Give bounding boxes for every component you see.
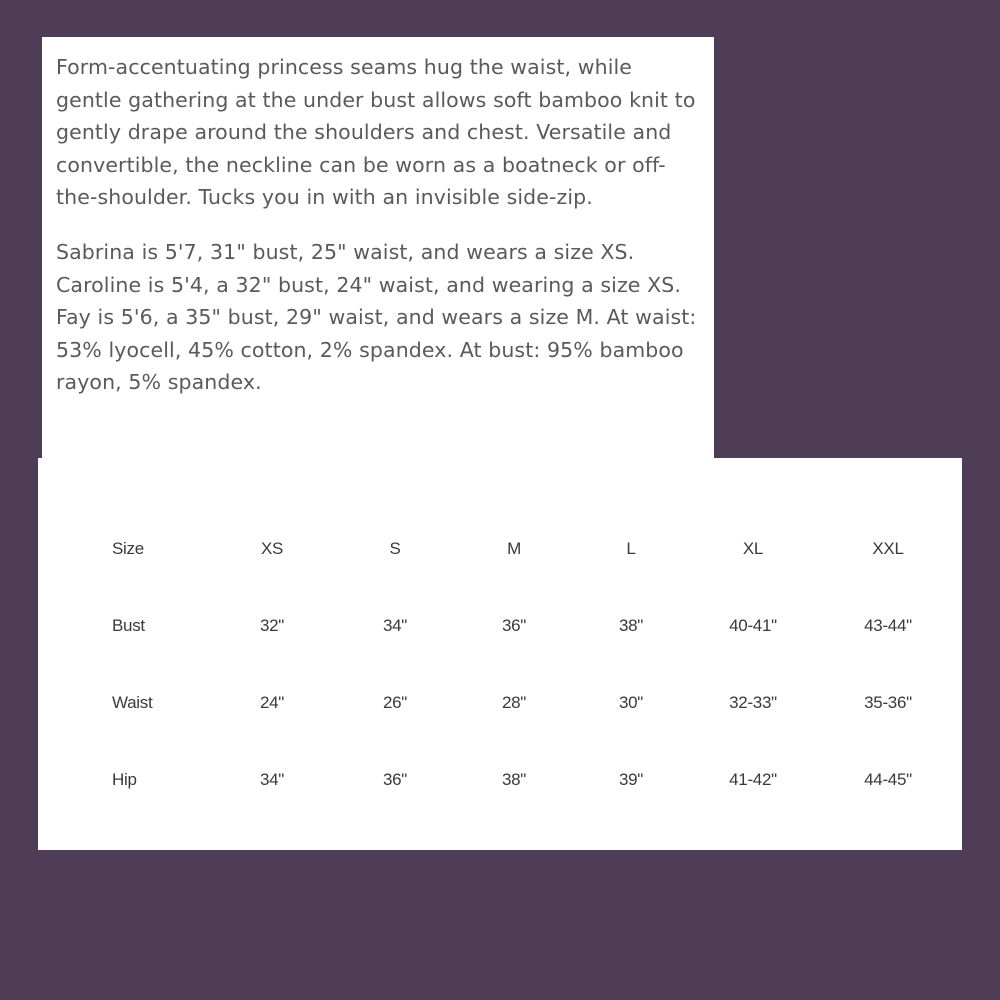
size-column-header: XS bbox=[260, 539, 284, 558]
table-cell: 36" bbox=[382, 770, 408, 789]
size-header-label: Size bbox=[112, 539, 144, 558]
table-cell: 34" bbox=[259, 770, 285, 789]
size-column-header: XL bbox=[742, 539, 764, 558]
size-column-header: S bbox=[389, 539, 401, 558]
description-paragraph: Form-accentuating princess seams hug the waist, while gentle gathering at the under bust allows soft bamboo knit to gently drape around the shoulders and chest. Versatile and convertible, the neckline can be worn as a boatneck or off-the-shoulder. Tucks you in with an invisible side-zip. bbox=[56, 55, 696, 210]
table-cell: 32" bbox=[259, 616, 285, 635]
table-cell: 40-41" bbox=[729, 616, 777, 635]
model-and-fabric-paragraph: Sabrina is 5'7, 31" bust, 25" waist, and wears a size XS. Caroline is 5'4, a 32" bust, 24" waist, and wearing a size XS. Fay is 5'6, a 35" bust, 29" waist, and wears a size M. At waist: 53% lyocell, 45% cotton, 2% spandex. At bust: 95% bamboo rayon, 5% spandex. bbox=[56, 239, 697, 395]
size-chart-table bbox=[38, 458, 962, 850]
size-column-header: L bbox=[626, 539, 636, 558]
table-cell: 28" bbox=[501, 693, 527, 712]
table-cell: 41-42" bbox=[729, 770, 777, 789]
table-cell: 26" bbox=[382, 693, 408, 712]
table-cell: 32-33" bbox=[729, 693, 777, 712]
table-cell: 30" bbox=[618, 693, 644, 712]
size-column-header: XXL bbox=[872, 539, 904, 558]
table-cell: 39" bbox=[618, 770, 644, 789]
row-label-bust: Bust bbox=[112, 616, 145, 635]
table-cell: 38" bbox=[618, 616, 644, 635]
table-cell: 44-45" bbox=[864, 770, 912, 789]
table-cell: 24" bbox=[259, 693, 285, 712]
table-cell: 36" bbox=[501, 616, 527, 635]
table-cell: 38" bbox=[501, 770, 527, 789]
table-cell: 34" bbox=[382, 616, 408, 635]
size-column-header: M bbox=[507, 539, 521, 558]
size-chart-card bbox=[38, 458, 962, 850]
product-description-card bbox=[42, 37, 714, 460]
row-label-waist: Waist bbox=[112, 693, 153, 712]
row-label-hip: Hip bbox=[112, 770, 137, 789]
table-cell: 35-36" bbox=[864, 693, 912, 712]
table-cell: 43-44" bbox=[864, 616, 912, 635]
